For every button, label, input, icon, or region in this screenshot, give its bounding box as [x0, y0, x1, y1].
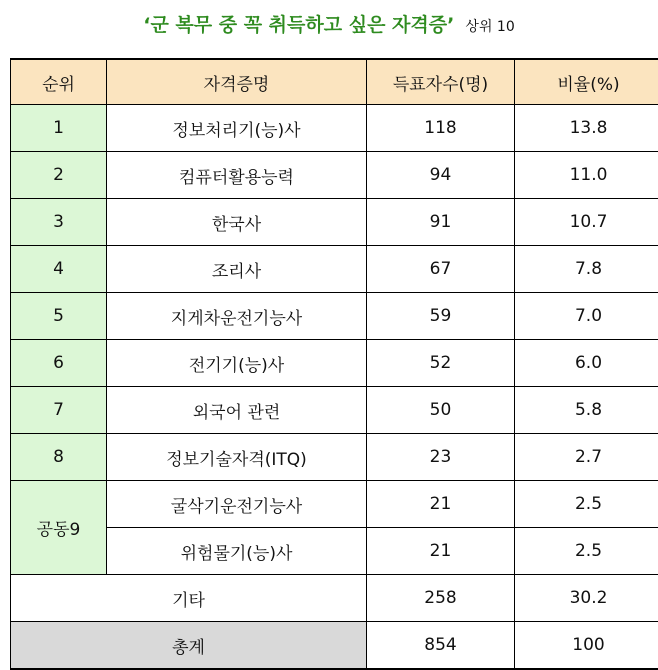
title-sub: 상위 10: [465, 19, 514, 35]
ratio-cell: 6.0: [515, 340, 658, 387]
ratio-cell: 7.0: [515, 293, 658, 340]
other-ratio: 30.2: [515, 575, 658, 622]
ratio-cell: 10.7: [515, 199, 658, 246]
rank-cell: 5: [11, 293, 107, 340]
other-row: [11, 575, 658, 622]
table-row: [11, 199, 658, 246]
rank-cell: 6: [11, 340, 107, 387]
total-ratio: 100: [515, 622, 658, 670]
table-row: [11, 340, 658, 387]
header-name: 자격증명: [107, 59, 367, 105]
table-row: [11, 293, 658, 340]
ratio-cell: 2.5: [515, 528, 658, 575]
title-main: ‘군 복무 중 꼭 취득하고 싶은 자격증’: [143, 14, 454, 36]
rank-cell: 공동9: [11, 481, 107, 575]
name-cell: 전기기(능)사: [107, 340, 367, 387]
ratio-cell: 7.8: [515, 246, 658, 293]
header-rank: 순위: [11, 59, 107, 105]
table-row: [11, 481, 658, 528]
header-votes: 득표자수(명): [367, 59, 515, 105]
certificate-table: [10, 58, 658, 670]
ratio-cell: 5.8: [515, 387, 658, 434]
other-votes: 258: [367, 575, 515, 622]
total-label: 총계: [11, 622, 367, 670]
header-ratio: 비율(%): [515, 59, 658, 105]
rank-cell: 2: [11, 152, 107, 199]
ratio-cell: 2.5: [515, 481, 658, 528]
table-row: [11, 434, 658, 481]
name-cell: 외국어 관련: [107, 387, 367, 434]
votes-cell: 91: [367, 199, 515, 246]
table-row: [11, 528, 658, 575]
votes-cell: 52: [367, 340, 515, 387]
total-row: [11, 622, 658, 670]
votes-cell: 21: [367, 528, 515, 575]
votes-cell: 21: [367, 481, 515, 528]
ratio-cell: 2.7: [515, 434, 658, 481]
table-row: [11, 105, 658, 152]
name-cell: 위험물기(능)사: [107, 528, 367, 575]
name-cell: 정보기술자격(ITQ): [107, 434, 367, 481]
table-row: [11, 152, 658, 199]
votes-cell: 67: [367, 246, 515, 293]
votes-cell: 23: [367, 434, 515, 481]
rank-cell: 7: [11, 387, 107, 434]
header-row: [11, 59, 658, 105]
votes-cell: 118: [367, 105, 515, 152]
rank-cell: 4: [11, 246, 107, 293]
total-votes: 854: [367, 622, 515, 670]
table-row: [11, 246, 658, 293]
table-row: [11, 387, 658, 434]
name-cell: 정보처리기(능)사: [107, 105, 367, 152]
name-cell: 조리사: [107, 246, 367, 293]
ratio-cell: 13.8: [515, 105, 658, 152]
votes-cell: 50: [367, 387, 515, 434]
rank-cell: 8: [11, 434, 107, 481]
name-cell: 굴삭기운전기능사: [107, 481, 367, 528]
votes-cell: 94: [367, 152, 515, 199]
ratio-cell: 11.0: [515, 152, 658, 199]
votes-cell: 59: [367, 293, 515, 340]
name-cell: 지게차운전기능사: [107, 293, 367, 340]
other-label: 기타: [11, 575, 367, 622]
rank-cell: 1: [11, 105, 107, 152]
name-cell: 컴퓨터활용능력: [107, 152, 367, 199]
title: [0, 10, 658, 40]
name-cell: 한국사: [107, 199, 367, 246]
rank-cell: 3: [11, 199, 107, 246]
